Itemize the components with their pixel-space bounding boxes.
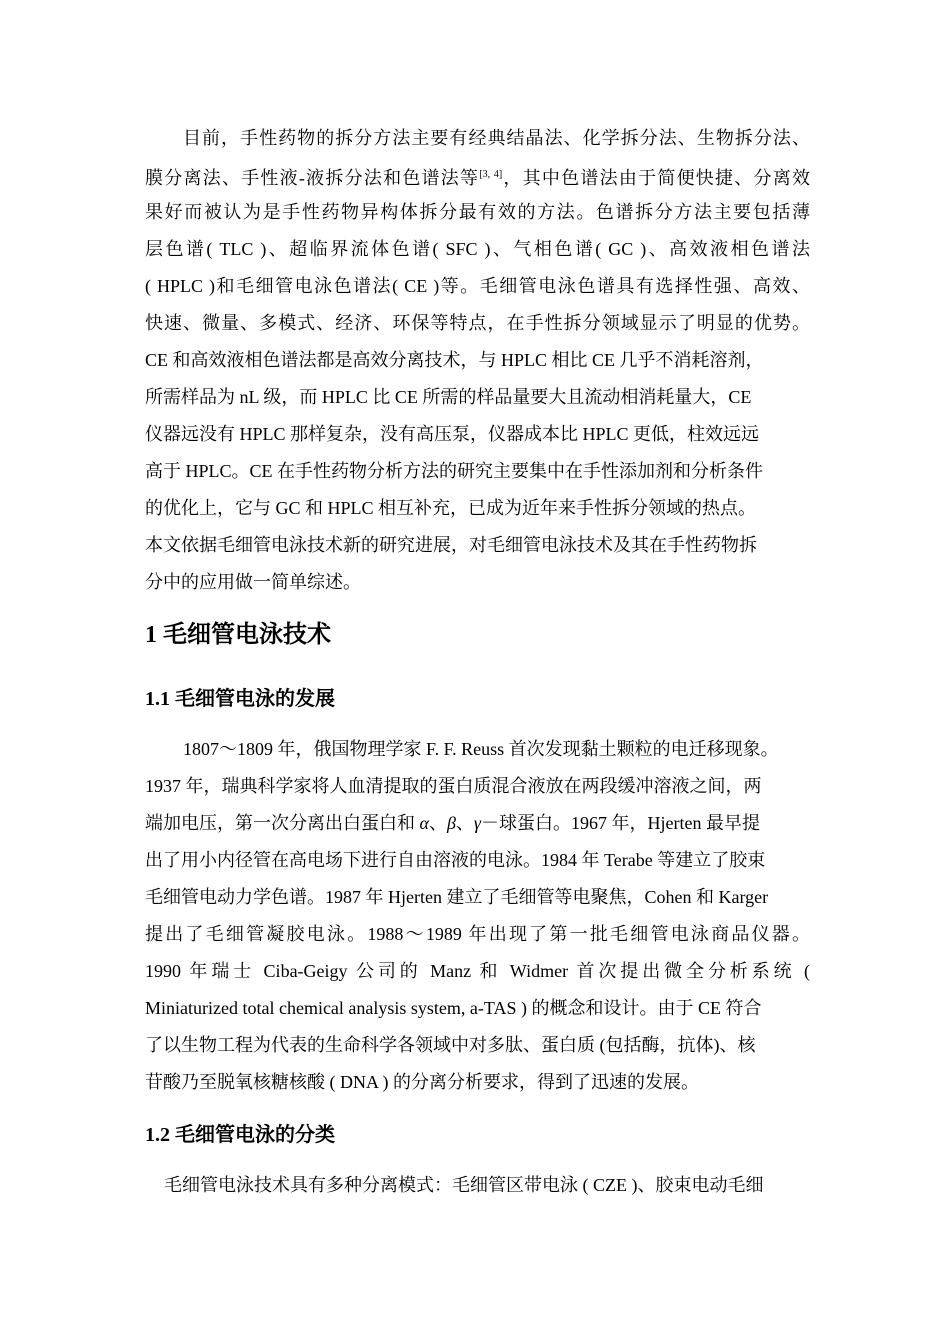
s11-line-3-text-b: －球蛋白。1967 年，Hjerten 最早提 bbox=[481, 813, 760, 833]
intro-line-13: 分中的应用做一简单综述。 bbox=[145, 572, 361, 592]
intro-line-7: CE 和高效液相色谱法都是高效分离技术，与 HPLC 相比 CE 几乎不消耗溶剂， bbox=[145, 350, 764, 370]
intro-line-12: 本文依据毛细管电泳技术新的研究进展，对毛细管电泳技术及其在手性药物拆 bbox=[145, 535, 757, 555]
intro-line-6: 快速、微量、多模式、经济、环保等特点，在手性拆分领域显示了明显的优势。 bbox=[145, 313, 810, 333]
section-1-1-heading: 1.1 毛细管电泳的发展 bbox=[145, 688, 335, 710]
intro-line-4: 层色谱( TLC )、超临界流体色谱( SFC )、气相色谱( GC )、高效液相色谱法 bbox=[145, 239, 810, 259]
intro-line-1: 目前，手性药物的拆分方法主要有经典结晶法、化学拆分法、生物拆分法、 bbox=[183, 128, 810, 148]
s11-line-1: 1807～1809 年，俄国物理学家 F. F. Reuss 首次发现黏土颗粒的电迁移现象。 bbox=[183, 739, 779, 759]
s11-line-9: 了以生物工程为代表的生命科学各领域中对多肽、蛋白质 (包括酶，抗体)、核 bbox=[145, 1035, 756, 1055]
intro-line-8: 所需样品为 nL 级，而 HPLC 比 CE 所需的样品量要大且流动相消耗量大，CE bbox=[145, 387, 752, 407]
s11-line-8: Miniaturized total chemical analysis system, a-TAS ) 的概念和设计。由于 CE 符合 bbox=[145, 998, 762, 1018]
citation-superscript: [3, 4] bbox=[479, 169, 503, 180]
intro-line-2 bbox=[145, 163, 810, 190]
section-1-heading: 1 毛细管电泳技术 bbox=[145, 622, 331, 648]
section-1-2-heading: 1.2 毛细管电泳的分类 bbox=[145, 1124, 335, 1146]
intro-line-2-text-b: ，其中色谱法由于简便快捷、分离效 bbox=[502, 168, 810, 188]
intro-line-11: 的优化上，它与 GC 和 HPLC 相互补充，已成为近年来手性拆分领域的热点。 bbox=[145, 498, 757, 518]
s11-line-10: 苷酸乃至脱氧核糖核酸 ( DNA ) 的分离分析要求，得到了迅速的发展。 bbox=[145, 1072, 699, 1092]
s11-line-5: 毛细管电动力学色谱。1987 年 Hjerten 建立了毛细管等电聚焦，Cohen 和 Karger bbox=[145, 887, 769, 907]
intro-line-3: 果好而被认为是手性药物异构体拆分最有效的方法。色谱拆分方法主要包括薄 bbox=[145, 202, 810, 222]
beta-symbol: β bbox=[446, 813, 456, 833]
s11-line-2: 1937 年，瑞典科学家将人血清提取的蛋白质混合液放在两段缓冲溶液之间，两 bbox=[145, 776, 762, 796]
s11-line-6: 提出了毛细管凝胶电泳。1988～1989 年出现了第一批毛细管电泳商品仪器。 bbox=[145, 924, 810, 944]
gamma-symbol: γ bbox=[473, 813, 482, 833]
s11-line-4: 出了用小内径管在高电场下进行自由溶液的电泳。1984 年 Terabe 等建立了胶束 bbox=[145, 850, 766, 870]
s12-line-1: 毛细管电泳技术具有多种分离模式：毛细管区带电泳 ( CZE )、胶束电动毛细 bbox=[164, 1175, 764, 1195]
intro-line-9: 仪器远没有 HPLC 那样复杂，没有高压泵，仪器成本比 HPLC 更低，柱效远远 bbox=[145, 424, 760, 444]
intro-line-10: 高于 HPLC。CE 在手性药物分析方法的研究主要集中在手性添加剂和分析条件 bbox=[145, 461, 764, 481]
intro-line-5: ( HPLC )和毛细管电泳色谱法( CE )等。毛细管电泳色谱具有选择性强、高效、 bbox=[145, 276, 810, 296]
intro-line-2-text-a: 膜分离法、手性液-液拆分法和色谱法等 bbox=[145, 168, 480, 188]
s11-sep-1: 、 bbox=[428, 813, 447, 833]
s11-line-7: 1990 年瑞士 Ciba-Geigy 公司的 Manz 和 Widmer 首次提出微全分析系统 ( bbox=[145, 961, 810, 981]
alpha-symbol: α bbox=[419, 813, 429, 833]
s11-line-3 bbox=[145, 811, 810, 835]
s11-sep-2: 、 bbox=[455, 813, 474, 833]
s11-line-3-text-a: 端加电压，第一次分离出白蛋白和 bbox=[145, 813, 420, 833]
